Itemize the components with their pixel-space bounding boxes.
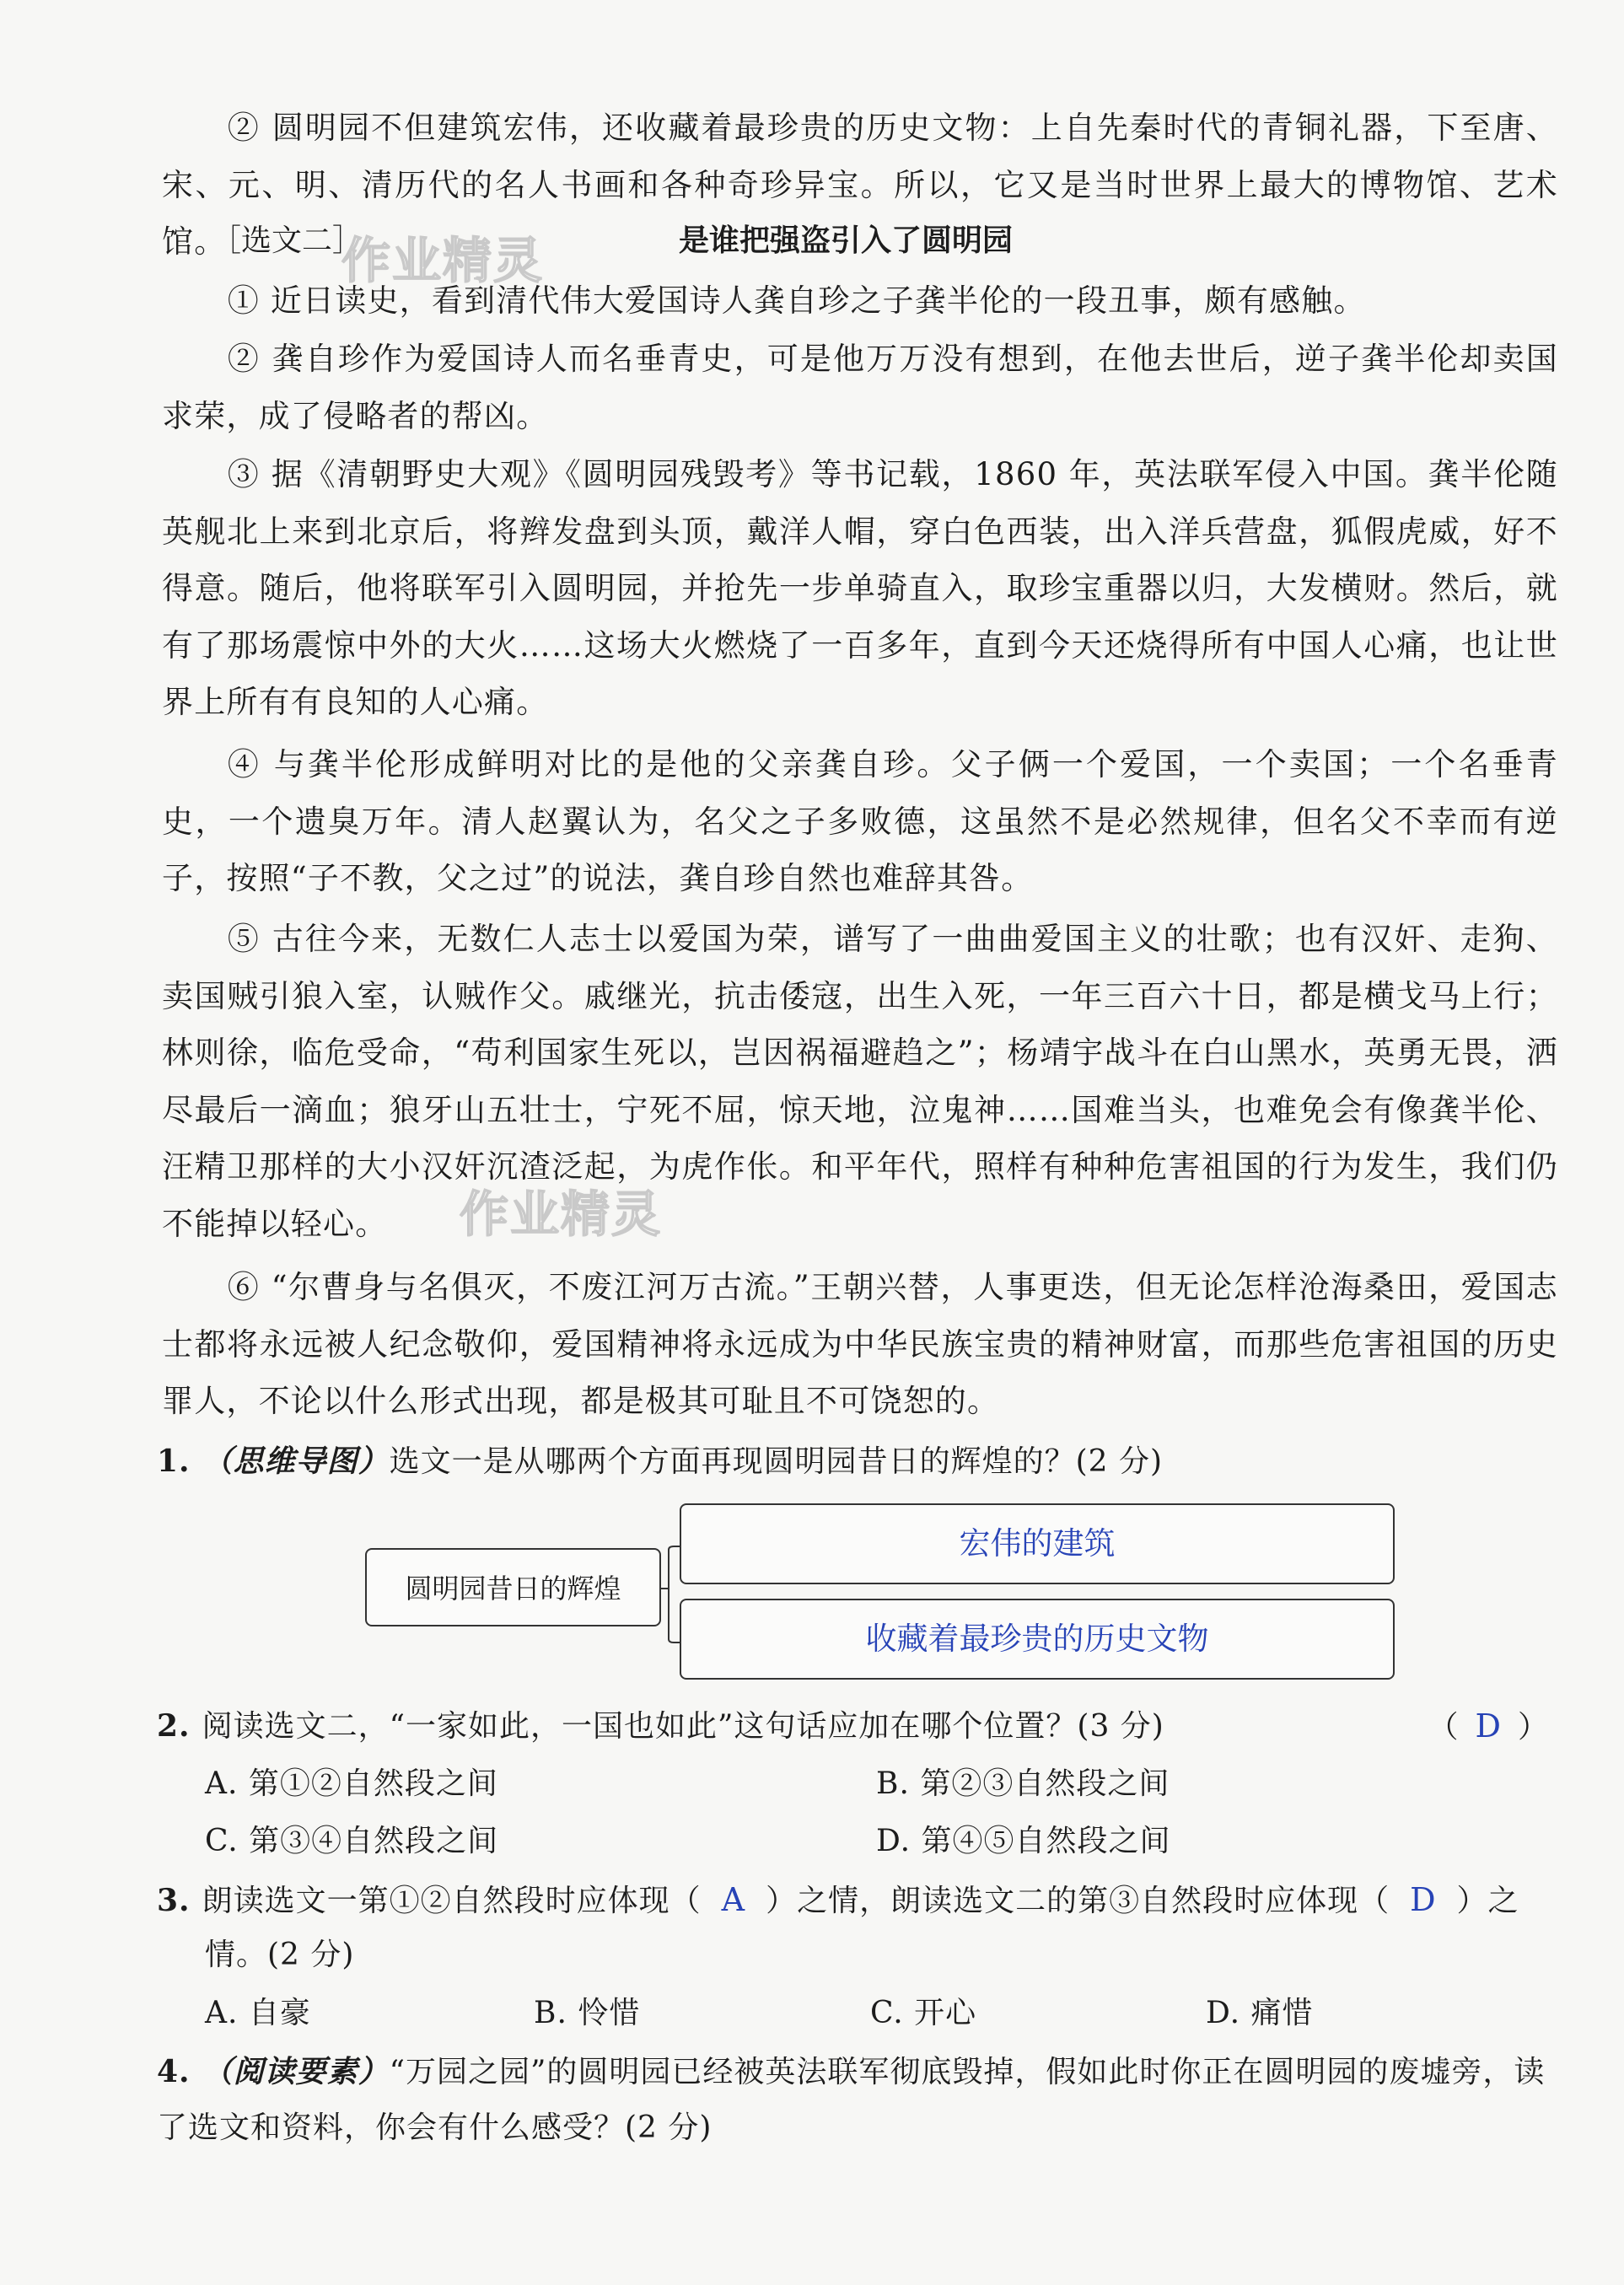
bracket-open: （ bbox=[1428, 1710, 1459, 1745]
question-3-text-d: 情。(2 分) bbox=[205, 1938, 355, 1972]
question-2-option-c: C. 第③④自然段之间 bbox=[205, 1824, 499, 1858]
selection-two-paragraph-6: ⑥ “尔曹身与名俱灭，不废江河万古流。”王朝兴替，人事更迭，但无论怎样沧海桑田，爱国志士都将永远被人纪念敬仰，爱国精神将永远成为中华民族宝贵的精神财富，而那些危害祖国的历史罪人，不论以什么形式出现，都是极其可耻且不可饶恕的。 bbox=[162, 1269, 1558, 1419]
question-2-option-a: A. 第①②自然段之间 bbox=[205, 1766, 498, 1801]
bracket-close: ） bbox=[1517, 1710, 1548, 1745]
question-3-option-a: A. 自豪 bbox=[205, 1996, 311, 2030]
question-3-option-c: C. 开心 bbox=[870, 1996, 977, 2030]
question-4-number: 4. bbox=[157, 2054, 191, 2089]
selection-two-paragraph-2: ② 龚自珍作为爱国诗人而名垂青史，可是他万万没有想到，在他去世后，逆子龚半伦却卖国求荣，成了侵略者的帮凶。 bbox=[162, 341, 1558, 434]
question-3-option-b: B. 怜惜 bbox=[534, 1996, 641, 2030]
question-1-tag: （思维导图） bbox=[202, 1444, 390, 1479]
selection-two-paragraph-3: ③ 据《清朝野史大观》《圆明园残毁考》等书记载，1860 年，英法联军侵入中国。龚半伦随英舰北上来到北京后，将辫发盘到头顶，戴洋人帽，穿白色西装，出入洋兵营盘，狐假虎威，好不得意。随后，他将联军引入圆明园，并抢先一步单骑直入，取珍宝重器以归，大发横财。然后，就有了那场震惊中外的大火……这场大火燃烧了一百多年，直到今天还烧得所有中国人心痛，也让世界上所有有良知的人心痛。 bbox=[162, 456, 1558, 720]
question-4 bbox=[157, 2044, 1558, 2156]
mindmap-root: 圆明园昔日的辉煌 bbox=[365, 1548, 661, 1626]
mindmap-answer-1: 宏伟的建筑 bbox=[680, 1503, 1395, 1584]
mindmap-answer-2: 收藏着最珍贵的历史文物 bbox=[680, 1599, 1395, 1680]
question-3-answer-b: D bbox=[1410, 1881, 1437, 1918]
question-2-text: 阅读选文二，“一家如此，一国也如此”这句话应加在哪个位置？(3 分) bbox=[202, 1709, 1164, 1744]
question-4-tag: （阅读要素） bbox=[202, 2054, 390, 2089]
question-2-answer-bracket bbox=[1428, 1698, 1549, 1755]
question-3 bbox=[157, 1872, 1558, 1929]
question-3-option-d: D. 痛惜 bbox=[1206, 1996, 1314, 2030]
question-3-line-2 bbox=[205, 1927, 1606, 1983]
selection-two-title: 是谁把强盗引入了圆明园 bbox=[679, 223, 1014, 258]
question-3-text-b: ）之情，朗读选文二的第③自然段时应体现（ bbox=[766, 1884, 1390, 1918]
selection-two-paragraph-4: ④ 与龚半伦形成鲜明对比的是他的父亲龚自珍。父子俩一个爱国，一个卖国；一个名垂青史，一个遗臭万年。清人赵翼认为，名父之子多败德，这虽然不是必然规律，但名父不幸而有逆子，按照“子不教，父之过”的说法，龚自珍自然也难辞其咎。 bbox=[162, 746, 1558, 896]
question-3-number: 3. bbox=[157, 1883, 191, 1918]
question-3-answer-a: A bbox=[721, 1881, 746, 1918]
watermark-top: 作业精灵 bbox=[341, 232, 545, 289]
question-4-text: “万园之园”的圆明园已经被英法联军彻底毁掉，假如此时你正在圆明园的废墟旁，读了选文和资料，你会有什么感受？(2 分) bbox=[157, 2055, 1546, 2145]
selection-two-label: ［选文二］ bbox=[211, 223, 363, 258]
selection-one-paragraph-2: ② 圆明园不但建筑宏伟，还收藏着最珍贵的历史文物：上自先秦时代的青铜礼器，下至唐、宋、元、明、清历代的名人书画和各种奇珍异宝。所以，它又是当时世界上最大的博物馆、艺术馆。 bbox=[162, 110, 1558, 260]
question-2-answer: D bbox=[1475, 1707, 1501, 1745]
question-3-text-a: 朗读选文一第①②自然段时应体现（ bbox=[202, 1884, 702, 1918]
question-2-option-b: B. 第②③自然段之间 bbox=[876, 1766, 1170, 1801]
selection-two-paragraph-1: ① 近日读史，看到清代伟大爱国诗人龚自珍之子龚半伦的一段丑事，颇有感触。 bbox=[227, 282, 1366, 319]
question-2-number: 2. bbox=[157, 1708, 191, 1744]
question-1-number: 1. bbox=[157, 1444, 191, 1479]
question-2 bbox=[157, 1698, 1558, 1755]
selection-two-paragraph-5: ⑤ 古往今来，无数仁人志士以爱国为荣，谱写了一曲曲爱国主义的壮歌；也有汉奸、走狗、卖国贼引狼入室，认贼作父。戚继光，抗击倭寇，出生入死，一年三百六十日，都是横戈马上行；林则徐，临危受命，“苟利国家生死以，岂因祸福避趋之”；杨靖宇战斗在白山黑水，英勇无畏，洒尽最后一滴血；狼牙山五壮士，宁死不屈，惊天地，泣鬼神……国难当头，也难免会有像龚半伦、汪精卫那样的大小汉奸沉渣泛起，为虎作伥。和平年代，照样有种种危害祖国的行为发生，我们仍不能掉以轻心。 bbox=[162, 921, 1558, 1242]
watermark-middle: 作业精灵 bbox=[460, 1186, 663, 1243]
question-1-text: 选文一是从哪两个方面再现圆明园昔日的辉煌的？(2 分) bbox=[389, 1444, 1164, 1479]
question-2-option-d: D. 第④⑤自然段之间 bbox=[876, 1824, 1171, 1858]
question-3-text-c: ）之 bbox=[1456, 1884, 1519, 1918]
